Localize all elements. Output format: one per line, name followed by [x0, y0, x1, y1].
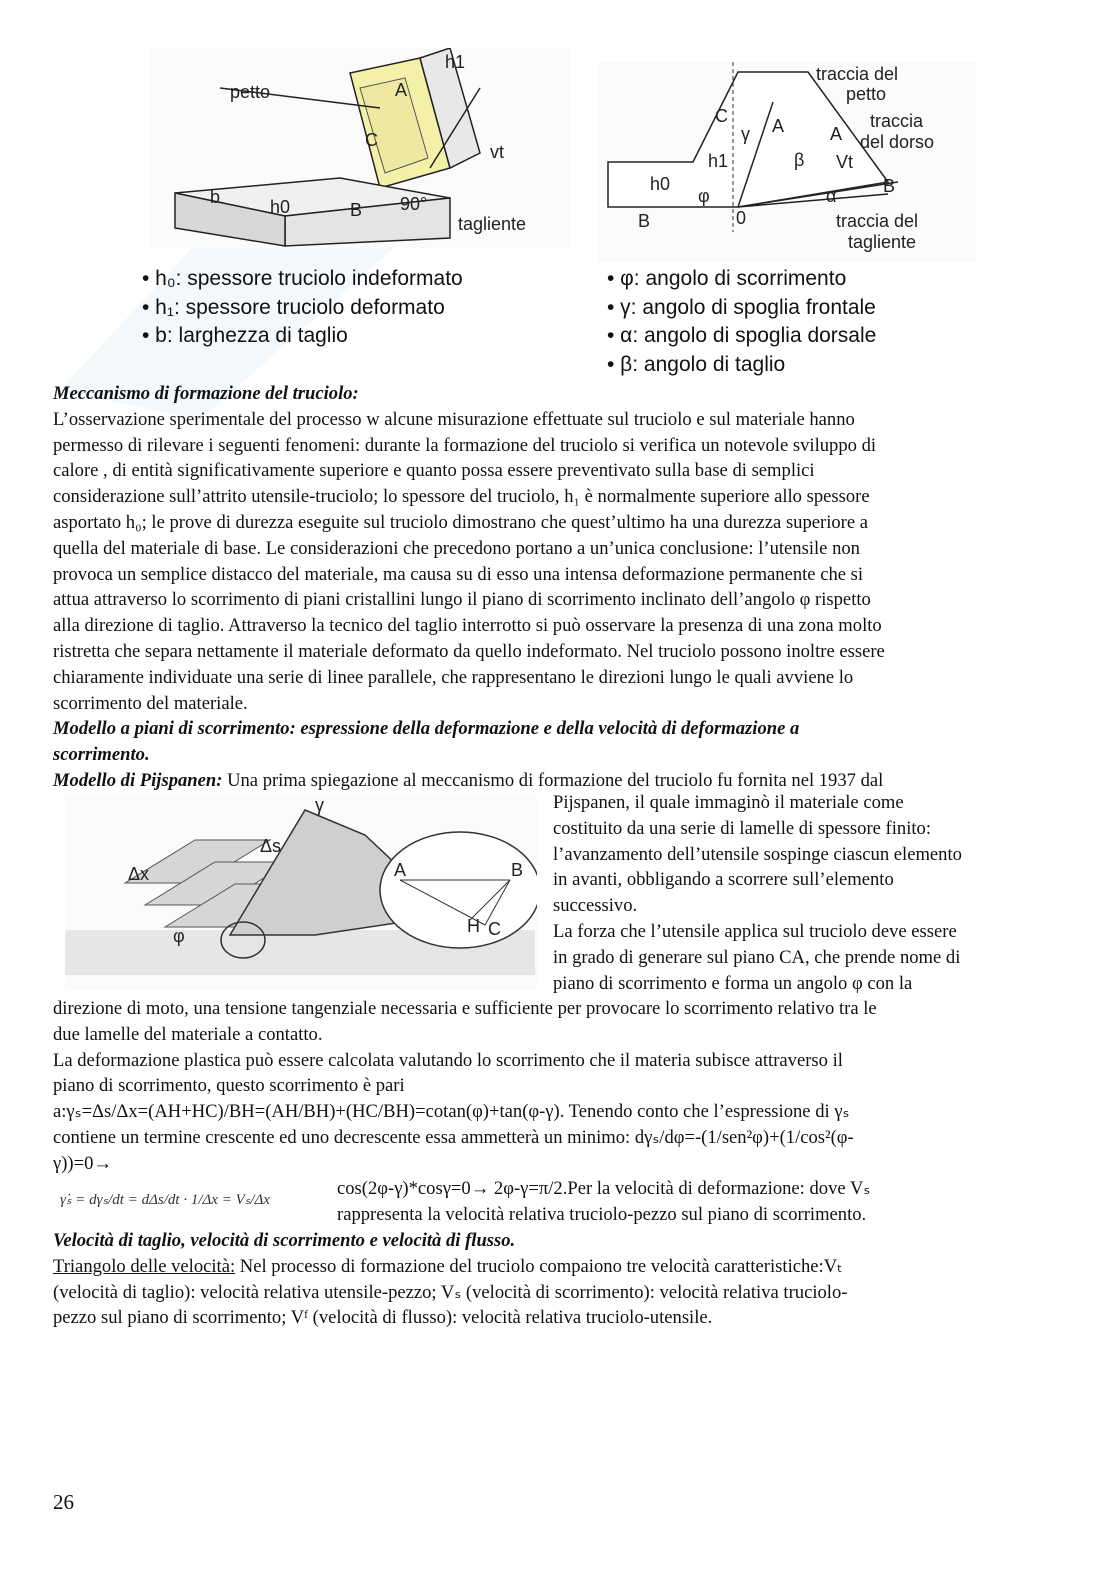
- paragraph-line: rappresenta la velocità relativa truciolo-pezzo sul piano di scorrimento.: [337, 1203, 867, 1225]
- paragraph-line: pezzo sul piano di scorrimento; Vᶠ (velocità di flusso): velocità relativa truciolo-utensile.: [53, 1307, 713, 1329]
- paragraph-line: permesso di rilevare i seguenti fenomeni: durante la formazione del truciolo si verifica un notevole sviluppo di: [53, 434, 877, 456]
- fig1-legend-item: • h₁: spessore truciolo deformato: [142, 295, 445, 319]
- paragraph-line: provoca un semplice distacco del materiale, ma causa su di esso una intensa deformazione permanente che si: [53, 563, 864, 585]
- paragraph-line: calore , di entità significativamente superiore e quanto possa essere preventivato sulla base di semplici: [53, 460, 815, 482]
- heading-shear-plane-model: Modello a piani di scorrimento: espressione della deformazione e della velocità di deformazione a: [53, 718, 800, 740]
- fig1-label-a: A: [395, 80, 408, 100]
- fig2-label-b2: B: [883, 176, 896, 196]
- figure-pijspanen-model: [65, 795, 537, 990]
- paragraph-line: attua attraverso lo scorrimento di piani cristallini lungo il piano di scorrimento inclinato dell’angolo φ rispetto: [53, 589, 871, 611]
- velocity-triangle-line: [53, 1254, 1063, 1280]
- fig1-label-angle: 90°: [400, 194, 428, 214]
- paragraph-line: piano di scorrimento, questo scorrimento è pari: [53, 1075, 405, 1097]
- pijspanen-right-column: [553, 790, 1063, 996]
- heading-chip-formation: Meccanismo di formazione del truciolo:: [53, 383, 359, 404]
- paragraph-line: a:γₛ=Δs/Δx=(AH+HC)/BH=(AH/BH)+(HC/BH)=cotan(φ)+tan(φ-γ). Tenendo conto che l’espressione di γₛ: [53, 1101, 850, 1123]
- paragraph-line: in avanti, obbligando a scorrere sull’elemento: [553, 869, 894, 891]
- page-number: 26: [53, 1490, 74, 1514]
- heading-velocity-triangle: Triangolo delle velocità:: [53, 1255, 236, 1277]
- paragraph-line: considerazione sull’attrito utensile-truciolo; lo spessore del truciolo, h₁ è normalmente superiore allo spessore: [53, 486, 870, 508]
- fig1-legend-item: • b: larghezza di taglio: [142, 324, 348, 347]
- paragraph-line: La deformazione plastica può essere calcolata valutando lo scorrimento che il materia subisce attraverso il: [53, 1049, 843, 1071]
- fig2-label-a1: A: [772, 116, 785, 136]
- paragraph-line: asportato h₀; le prove di durezza eseguite sul truciolo dimostrano che quest’ultimo ha una durezza superiore a: [53, 511, 869, 533]
- fig2-label-traccia-dorso-1: traccia: [870, 111, 924, 131]
- paragraph-line: piano di scorrimento e forma un angolo φ con la: [553, 972, 913, 994]
- fig2-legend: [607, 265, 876, 379]
- fig2-label-traccia-tagliente-1: traccia del: [836, 211, 919, 231]
- figure-chip-section: [598, 62, 976, 262]
- paragraph-inline: Una prima spiegazione al meccanismo di formazione del truciolo fu fornita nel 1937 dal: [222, 769, 884, 791]
- formula-strain-rate: γ̇ₛ = dγₛ/dt = dΔs/dt · 1/Δx = Vₛ/Δx: [60, 1191, 270, 1208]
- figure-tool-chip-3d: [150, 48, 570, 248]
- fig1-legend: [142, 265, 463, 351]
- paragraph-line: alla direzione di taglio. Attraverso la tecnico del taglio interrotto si può osservare la presenza di una zona molto: [53, 615, 882, 637]
- fig2-label-o: 0: [736, 208, 747, 228]
- fig3-label-h: H: [467, 916, 480, 936]
- fig3-label-phi: φ: [173, 926, 185, 946]
- paragraph-line: Pijspanen, il quale immaginò il materiale come: [553, 792, 904, 813]
- paragraph-line: quella del materiale di base. Le considerazioni che precedono portano a un’unica conclusione: l’utensile non: [53, 537, 860, 559]
- fig1-label-b-point: B: [350, 200, 363, 220]
- paragraph-line: l’avanzamento dell’utensile sospinge ciascun elemento: [553, 843, 962, 865]
- heading-velocities: Velocità di taglio, velocità di scorrimento e velocità di flusso.: [53, 1230, 516, 1251]
- paragraph-line: scorrimento del materiale.: [53, 692, 248, 714]
- heading-pijspanen: Modello di Pijspanen:: [53, 769, 223, 791]
- fig2-label-beta: β: [794, 150, 805, 170]
- fig2-legend-item: • γ: angolo di spoglia frontale: [607, 295, 876, 319]
- paragraph-line: ristretta che separa nettamente il materiale deformato da quello indeformato. Nel truciolo possono inoltre essere: [53, 640, 885, 662]
- paragraph-line: γ))=0→: [53, 1152, 112, 1174]
- fig3-label-ds: Δs: [260, 836, 282, 856]
- fig1-label-h1: h1: [445, 52, 466, 72]
- fig1-label-b: b: [210, 187, 221, 207]
- paragraph-line: due lamelle del materiale a contatto.: [53, 1023, 323, 1045]
- fig2-label-h1: h1: [708, 151, 729, 171]
- heading-shear-plane-model-cont: scorrimento.: [53, 744, 150, 766]
- section-chip-formation: [53, 381, 1063, 794]
- paragraph-line: direzione di moto, una tensione tangenziale necessaria e sufficiente per provocare lo scorrimento relativo tra le: [53, 998, 877, 1019]
- fig2-legend-item: • φ: angolo di scorrimento: [607, 267, 847, 290]
- fig2-label-phi: φ: [698, 186, 710, 206]
- fig1-label-petto: petto: [230, 82, 271, 102]
- paragraph-line: successivo.: [553, 895, 638, 917]
- paragraph-line: costituito da una serie di lamelle di spessore finito:: [553, 817, 931, 839]
- fig1-label-vt: vt: [490, 142, 505, 162]
- paragraph-line: La forza che l’utensile applica sul truciolo deve essere: [553, 920, 957, 942]
- fig2-label-traccia-petto-1: traccia del: [816, 64, 899, 84]
- fig3-label-dx: Δx: [128, 864, 150, 884]
- fig2-legend-item: • α: angolo di spoglia dorsale: [607, 324, 877, 347]
- fig2-label-c: C: [715, 106, 728, 126]
- fig3-label-a: A: [394, 860, 407, 880]
- fig2-label-vt: Vt: [836, 152, 854, 172]
- fig3-label-gamma: γ: [315, 795, 324, 815]
- fig2-label-h0: h0: [650, 174, 671, 194]
- paragraph-inline: Nel processo di formazione del truciolo compaiono tre velocità caratteristiche:Vₜ: [235, 1255, 843, 1277]
- fig2-label-a2: A: [830, 124, 843, 144]
- paragraph-line: in grado di generare sul piano CA, che prende nome di: [553, 946, 961, 968]
- fig2-label-traccia-dorso-2: del dorso: [860, 132, 935, 152]
- formula-explanation: [337, 1176, 1077, 1228]
- fig3-label-c: C: [488, 919, 501, 939]
- section-velocities: [53, 1228, 1063, 1331]
- paragraph-line: (velocità di taglio): velocità relativa utensile-pezzo; Vₛ (velocità di scorrimento): velocità relativa truciolo-: [53, 1281, 848, 1303]
- paragraph-line: cos(2φ-γ)*cosγ=0→ 2φ-γ=π/2.Per la velocità di deformazione: dove Vₛ: [337, 1178, 871, 1199]
- paragraph-line: chiaramente individuate una serie di linee parallele, che rappresentano le direzioni lungo le quali avviene lo: [53, 666, 854, 688]
- fig2-label-traccia-tagliente-2: tagliente: [848, 232, 917, 252]
- fig1-legend-item: • h₀: spessore truciolo indeformato: [142, 267, 463, 290]
- paragraph-line: L’osservazione sperimentale del processo w alcune misurazione effettuate sul truciolo e sul materiale hanno: [53, 408, 855, 430]
- fig2-label-b: B: [638, 211, 651, 231]
- pijspanen-continued: [53, 996, 1063, 1177]
- paragraph-line: contiene un termine crescente ed uno decrescente essa ammetterà un minimo: dγₛ/dφ=-(1/sen²φ)+(1/cos²(φ-: [53, 1126, 854, 1148]
- fig2-label-alpha: α: [826, 186, 837, 206]
- fig2-legend-item: • β: angolo di taglio: [607, 352, 786, 376]
- fig1-label-tagliente: tagliente: [458, 214, 527, 234]
- fig1-label-h0: h0: [270, 197, 291, 217]
- fig2-label-traccia-petto-2: petto: [846, 84, 887, 104]
- fig2-label-gamma: γ: [741, 124, 750, 144]
- fig3-label-b: B: [511, 860, 524, 880]
- fig1-label-c: C: [365, 130, 378, 150]
